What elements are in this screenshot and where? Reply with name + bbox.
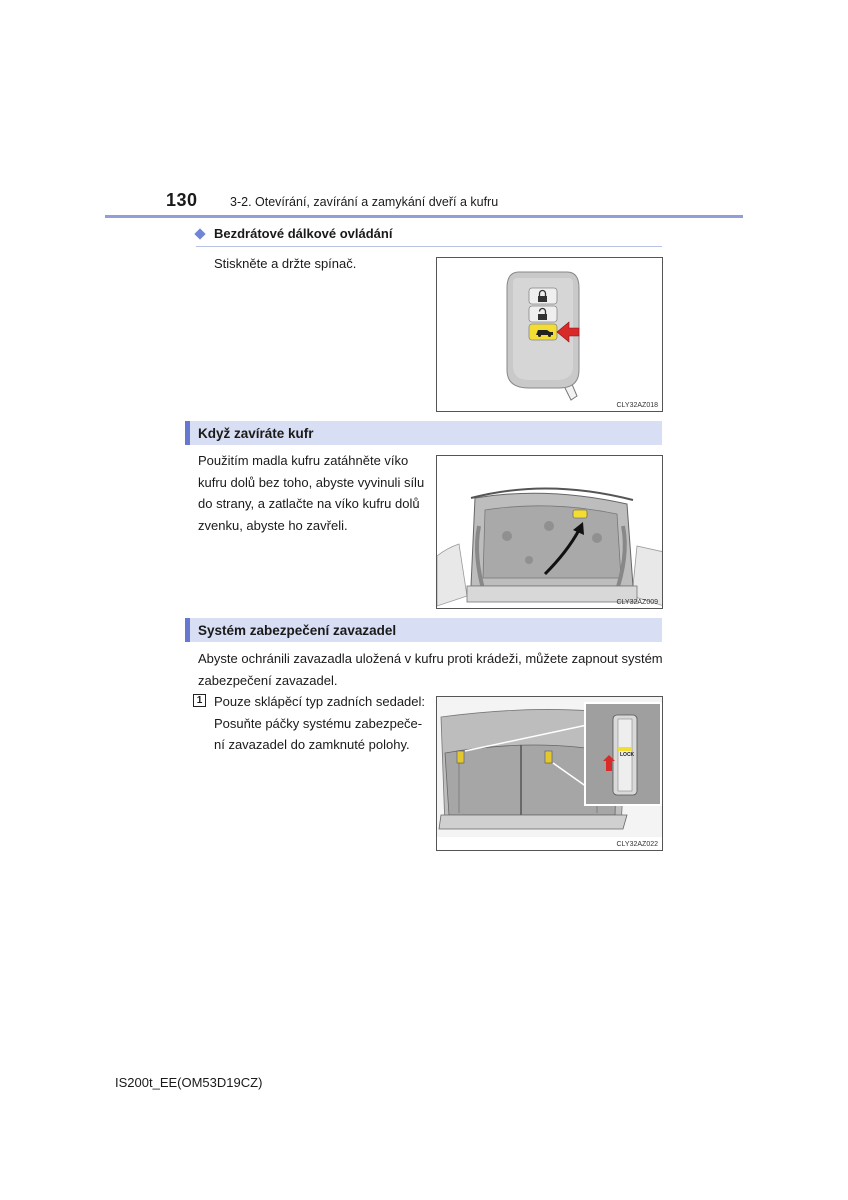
diamond-bullet-icon — [194, 228, 205, 239]
step-text — [214, 691, 425, 756]
subheading-rule — [196, 246, 662, 247]
security-section-bar — [185, 618, 662, 642]
text-line: Použitím madla kufru zatáhněte víko — [198, 453, 409, 468]
closing-section-bar — [185, 421, 662, 445]
closing-heading: Když zavíráte kufr — [198, 425, 314, 441]
footer-model-code: IS200t_EE(OM53D19CZ) — [115, 1075, 263, 1090]
text-line: ní zavazadel do zamknuté polohy. — [214, 737, 410, 752]
text-line: zabezpečení zavazadel. — [198, 672, 338, 688]
text-line: Abyste ochránili zavazadla uložená v kufru proti krádeži, můžete zapnout systém — [198, 651, 663, 666]
text-line: Pouze sklápěcí typ zadních sedadel: — [214, 694, 426, 709]
header-rule — [105, 215, 743, 218]
figure-code: CLY32AZ022 — [616, 841, 658, 848]
section-title: 3-2. Otevírání, zavírání a zamykání dveří a kufru — [230, 195, 499, 209]
figure-code: CLY32AZ009 — [616, 599, 658, 606]
security-heading: Systém zabezpečení zavazadel — [198, 622, 397, 638]
key-fob-figure — [436, 257, 663, 412]
text-line: zvenku, abyste ho zavřeli. — [198, 517, 348, 533]
closing-paragraph — [198, 450, 426, 536]
security-intro — [198, 648, 663, 691]
trunk-lid-figure — [436, 455, 663, 609]
step-number-badge: 1 — [193, 694, 206, 707]
remote-instruction: Stiskněte a držte spínač. — [214, 256, 357, 271]
text-line: Posuňte páčky systému zabezpeče- — [214, 715, 423, 731]
figure-code: CLY32AZ018 — [616, 402, 658, 409]
trunk-interior-illustration — [437, 697, 663, 851]
lock-label: LOCK — [620, 752, 635, 758]
text-line: do strany, a zatlačte na víko kufru dolů — [198, 496, 420, 511]
key-fob-illustration — [437, 258, 663, 412]
remote-heading: Bezdrátové dálkové ovládání — [214, 226, 393, 241]
trunk-lid-illustration — [437, 456, 663, 609]
security-lock-figure — [436, 696, 663, 851]
remote-subheading — [196, 226, 392, 241]
text-line: kufru dolů bez toho, abyste vyvinuli sílu — [198, 474, 425, 490]
page-number: 130 — [166, 190, 198, 210]
